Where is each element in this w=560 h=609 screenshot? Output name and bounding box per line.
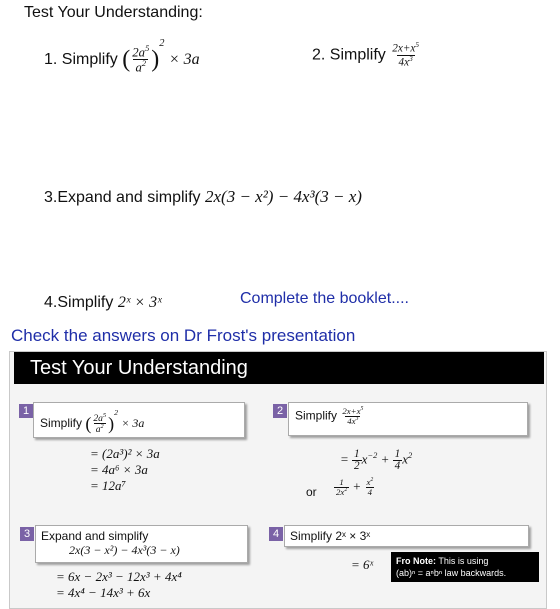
slide-q3-line-2: = 4x⁴ − 14x³ + 6x — [56, 585, 151, 600]
question-4-text: 4.Simplify — [44, 294, 114, 311]
slide-q2-answer-2: $\frac{1}{2x^2}$ + $\frac{x^2}{4}$ — [336, 477, 374, 497]
slide-q1-line-1: = (2a³)² × 3a — [90, 446, 160, 461]
slide-q3-answer — [56, 569, 182, 601]
slide-q2-fraction: $\frac{2x+x^5}{4x^3}$ — [342, 406, 364, 426]
fro-note — [391, 552, 539, 582]
slide-q1-line-3: = 12a⁷ — [90, 478, 127, 493]
question-1-tail: × 3a — [168, 51, 200, 68]
slide-q1-label: Simplify — [40, 416, 83, 430]
slide-q3-line-1: = 6x − 2x³ − 12x³ + 4x⁴ — [56, 569, 182, 584]
question-3 — [44, 187, 362, 207]
slide-q3-expression: 2x(3 − x²) − 4x³(3 − x) — [69, 543, 180, 557]
question-2 — [312, 42, 421, 69]
slide-q1-answer — [90, 446, 160, 494]
fro-note-law: (ab)ⁿ = aⁿbⁿ law backwards. — [396, 568, 507, 578]
complete-booklet-note: Complete the booklet.... — [240, 290, 409, 307]
fro-note-text: This is using — [438, 556, 489, 566]
slide-header: Test Your Understanding — [14, 352, 544, 384]
question-4 — [44, 294, 162, 312]
question-1-number: 1. — [44, 51, 58, 68]
slide-q1-line-2: = 4a⁶ × 3a — [90, 462, 148, 477]
slide-q1-box: Simplify ( $\frac{2a^5}{a^2}$ )$^2$ × 3a — [33, 402, 245, 438]
slide-q2-answer-1: = $\frac{1}{2}$ $x^{-2}$ + $\frac{1}{4}$ $x^2$ — [340, 447, 413, 472]
question-2-text: Simplify — [329, 46, 386, 64]
slide-q2-box — [288, 402, 528, 436]
slide-q2-label: Simplify — [295, 408, 338, 423]
slide-q4-label: Simplify 2ˣ × 3ˣ — [290, 529, 371, 543]
worksheet-title: Test Your Understanding: — [24, 4, 203, 21]
slide-q1-number: 1 — [19, 404, 33, 418]
question-1: 1. Simplify ( $\frac{2a^5}{a^2}$ )$^2$ × 3a — [44, 38, 200, 75]
slide-q3-label: Expand and simplify — [41, 529, 149, 543]
question-3-text: 3.Expand and simplify — [44, 189, 201, 206]
slide-q4-answer: = 6ˣ — [351, 557, 374, 572]
slide-q3-box — [35, 525, 248, 563]
slide-q4-number: 4 — [269, 527, 283, 541]
fro-note-bold: Fro Note: — [396, 556, 436, 566]
question-2-number: 2. — [312, 46, 326, 64]
slide-q3-number: 3 — [20, 527, 34, 541]
slide-q1-fraction: $\frac{2a^5}{a^2}$ — [93, 411, 107, 436]
q1-fraction: $\frac{2a^5}{a^2}$ — [132, 44, 150, 75]
slide-q2-number: 2 — [273, 404, 287, 418]
slide-q4-box — [284, 525, 529, 547]
question-4-expression: 2ˣ × 3ˣ — [117, 294, 162, 311]
q2-fraction: $\frac{2x+x^5}{4x^3}$ — [392, 41, 419, 69]
slide-q2-or: or — [306, 485, 317, 499]
check-answers-note: Check the answers on Dr Frost's presentation — [11, 326, 356, 345]
question-3-expression: 2x(3 − x²) − 4x³(3 − x) — [204, 187, 362, 206]
question-1-text: Simplify — [61, 51, 118, 68]
